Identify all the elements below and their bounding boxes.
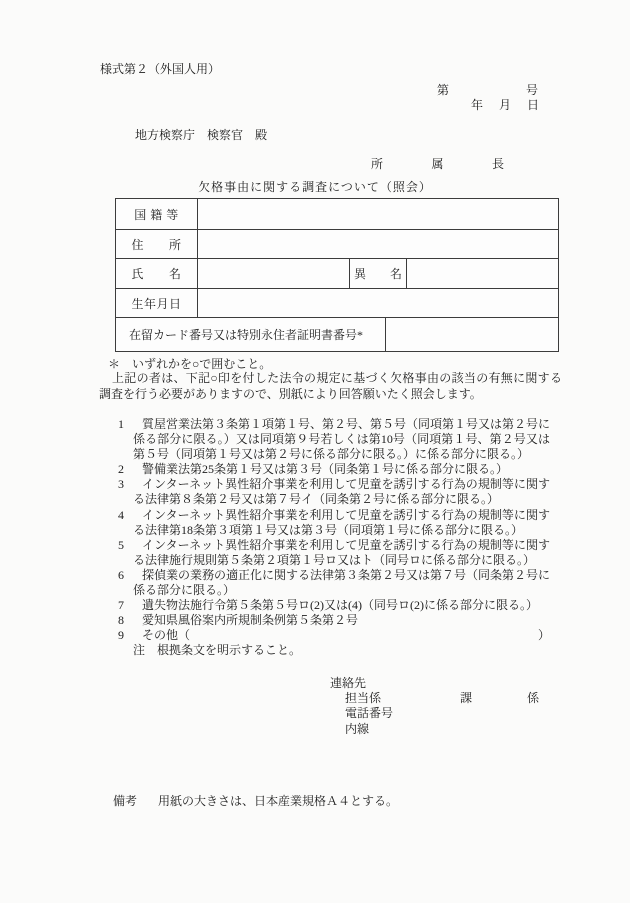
law-item-4 [118,508,550,538]
law-item-7-number: 7 [118,598,124,613]
form-style-label: 様式第２（外国人用） [100,62,221,76]
contact-block [330,676,539,737]
table-row-name [116,258,558,288]
name-label: 氏 名 [116,259,198,288]
residence-card-label: 在留カード番号又は特別永住者証明書番号* [116,318,386,351]
law-item-3-text: インターネット異性紹介事業を利用して児童を誘引する行為の規制等に関する法律第８条第２号又は第７号イ（同条第２号に係る部分に限る。） [133,477,550,507]
law-item-1-text: 質屋営業法第３条第１項第１号、第２号、第５号（同項第１号又は第２号に係る部分に限る。）又は同項第９号若しくは第10号（同項第１号、第２号又は第５号（同項第１号又は第２号に係る部分に限る。）に係る部分に限る。） [133,417,551,462]
addressee-line: 地方検察庁 検察官 殿 [135,128,268,142]
law-item-2 [118,462,550,477]
sender-char-3: 長 [491,157,504,171]
table-row-residence-card [116,317,558,351]
date-line [471,96,539,113]
law-item-1 [118,417,550,462]
law-item-3-number: 3 [118,477,124,492]
document-number-prefix: 第 [437,83,450,97]
document-number-suffix: 号 [525,83,538,97]
law-item-5-number: 5 [118,537,124,552]
address-label: 住 所 [116,230,198,258]
residence-card-value [386,318,558,351]
date-day-label: 日 [526,98,539,112]
remarks-line [113,792,398,809]
sender-line [371,155,504,172]
law-item-6-text: 探偵業の業務の適正化に関する法律第３条第２号又は第７号（同条第２号に係る部分に限る。） [133,567,551,598]
birthdate-label: 生年月日 [116,289,198,317]
law-item-6 [118,568,550,598]
table-row-birthdate [116,288,558,317]
law-item-9-close-paren: ） [537,628,550,643]
law-item-2-text: 警備業法第25条第１号又は第３号（同条第１号に係る部分に限る。） [142,462,509,477]
nationality-value [198,199,558,229]
contact-phone-label: 電話番号 [345,706,394,721]
remarks-text: 用紙の大きさは、日本産業規格Ａ４とする。 [158,794,399,808]
law-item-4-number: 4 [118,507,124,522]
law-item-7-text: 遺失物法施行令第５条第５号ロ(2)又は(4)（同号ロ(2)に係る部分に限る。） [142,598,538,613]
law-item-2-number: 2 [118,462,124,477]
law-item-8-number: 8 [118,613,124,628]
subject-table [115,198,559,352]
law-item-3 [118,477,550,507]
law-item-5-text: インターネット異性紹介事業を利用して児童を誘引する行為の規制等に関する法律施行規則第５条第２項第１号ロ又はト（同号ロに係る部分に限る。） [133,537,550,567]
contact-section-label: 係 [527,691,540,706]
alias-value [407,259,558,288]
alias-label: 異 名 [350,259,407,288]
nationality-label: 国 籍 等 [116,199,198,229]
contact-staff-label: 担当係 [345,691,382,706]
law-item-6-number: 6 [118,567,124,582]
remarks-label: 備考 [113,794,138,808]
name-value [198,259,350,288]
law-item-5 [118,538,550,568]
asterisk-note: ＊ いずれかを○で囲むこと。 [108,357,272,371]
contact-extension-label: 内線 [345,721,370,736]
intro-paragraph: 上記の者は、下記○印を付した法令の規定に基づく欠格事由の該当の有無に関する調査を行う必要がありますので、別紙により回答願いたく照会します。 [99,371,562,401]
law-item-9-text: その他（ [142,628,191,643]
table-row-nationality [116,199,558,229]
law-item-9-number: 9 [118,628,124,643]
law-item-8-text: 愛知県風俗案内所規制条例第５条第２号 [142,613,359,628]
sender-char-1: 所 [371,157,384,171]
law-item-8 [118,613,550,628]
date-month-label: 月 [498,98,511,112]
table-row-address [116,229,558,258]
law-item-1-number: 1 [118,417,124,431]
sender-char-2: 属 [431,157,444,171]
law-item-9 [118,628,550,643]
date-year-label: 年 [471,98,484,112]
birthdate-value [198,289,558,317]
contact-heading: 連絡先 [330,676,367,690]
address-value [198,230,558,258]
document-title: 欠格事由に関する調査について（照会） [198,180,432,194]
law-item-7 [118,598,550,613]
law-item-4-text: インターネット異性紹介事業を利用して児童を誘引する行為の規制等に関する法律第18条第３項第１号又は第３号（同項第１号に係る部分に限る。） [133,507,550,537]
law-list [118,417,550,659]
contact-staff-line [345,691,539,706]
contact-division-label: 課 [460,691,473,706]
law-list-note: 注 根拠条文を明示すること。 [133,643,302,658]
